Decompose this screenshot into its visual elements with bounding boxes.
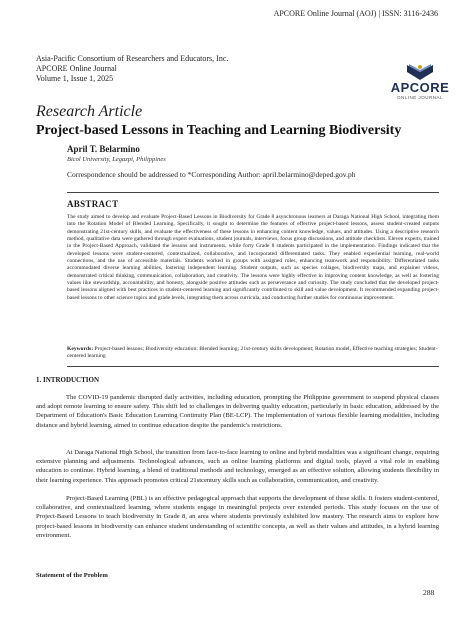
keywords-label: Keywords: <box>67 346 94 352</box>
apcore-logo <box>385 62 455 102</box>
volume-line: Volume 1, Issue 1, 2025 <box>36 74 114 83</box>
intro-paragraph: Project-Based Learning (PBL) is an effective pedagogical approach that supports the development of these skills. It fosters student-centered, collaborative, and contextualized learning, where students engage in meaningful projects over extended periods. This study focuses on the use of Project-Based Lessons to teach biodiversity in Grade 8, an area where students previously exhibited low mastery. The research aims to explore how project-based lessons in biodiversity can enhance student understanding of scientific concepts, as well as their values and attitudes, in a hybrid learning environment. <box>36 495 439 539</box>
keywords-list: Project-based lessons; Biodiversity education; Blended learning; 21st-century skills development; Rotation model, Effective teaching strategies; Student-centered learning <box>67 346 438 360</box>
book-icon <box>385 62 455 82</box>
author-affiliation: Bicol University, Legazpi, Philippines <box>67 156 166 163</box>
publisher-info <box>36 54 228 84</box>
article-title: Project-based Lessons in Teaching and Learning Biodiversity <box>36 123 402 138</box>
abstract-top-rule <box>67 192 439 193</box>
journal-issn: APCORE Online Journal (AOJ) | ISSN: 3116-2436 <box>273 9 438 18</box>
intro-paragraph: The COVID-19 pandemic disrupted daily activities, including education, prompting the Philippine government to suspend physical classes and adopt remote learning to ensure safety. This shift led to challenges in delivering quality education, particularly in basic education, addressed by the Department of Education's Basic Education Learning Continuity Plan (BE-LCP). The implementation of various flexible learning modalities, including distance and hybrid learning, aimed to continue education despite the pandemic's restrictions. <box>36 394 439 429</box>
page-number: 288 <box>423 588 435 597</box>
keywords <box>67 346 439 361</box>
logo-subtext: ONLINE JOURNAL <box>396 95 443 100</box>
logo-wordmark: APCORE <box>390 80 450 95</box>
publisher-line: Asia-Pacific Consortium of Researchers and Educators, Inc. <box>36 54 229 63</box>
abstract-text: The study aimed to develop and evaluate Project-Based Lessons in Biodiversity for Grade 8 asynchronous learners at Daraga National High School, integrating them into the Rotation Model of Blended Learning. Specifically, it sought to determine the features of effective project-based lessons, assess student-created outputs demonstrating 21st-century skills, and evaluate the effectiveness of these lessons in enhancing content knowledge, values, and attitudes. Using a descriptive research method, qualitative data were gathered through expert evaluations, student journals, interviews, focus group discussions, and attitude checklists. Eleven experts, trained in the Project-Based Approach, validated the lessons and instruments, while forty Grade 8 students participated in the implementation. Findings indicated that the developed lessons were student-centered, contextualized, collaborative, and incorporated differentiated tasks. They enabled experiential learning, real-world connections, and the use of accessible materials. Students worked in groups with assigned roles, enhancing teamwork and responsibility. Differentiated tasks accommodated diverse learning abilities, fostering independent learning. Student outputs, such as species collages, biodiversity maps, and explainer videos, demonstrated critical thinking, communication, collaboration, and creativity. The lessons were highly effective in improving content knowledge, as well as fostering values like stewardship, accountability, and honesty, alongside positive attitudes such as perseverance and curiosity. The study concluded that the developed project-based lessons aligned with best practices in student-centered learning and significantly contributed to skill and value development. It recommended expanding project-based lessons to other science topics and grade levels, integrating them across curricula, and conducting further studies for continuous improvement. <box>67 214 439 301</box>
section-heading: 1. INTRODUCTION <box>36 376 100 384</box>
abstract-bottom-rule <box>67 366 439 367</box>
author-name: April T. Belarmino <box>67 144 140 154</box>
abstract-heading: ABSTRACT <box>67 199 119 209</box>
intro-paragraph: At Daraga National High School, the transition from face-to-face learning to online and hybrid modalities was a significant change, requiring extensive planning and adjustments. Technological advances, such as online learning platforms and digital tools, played a vital role in enabling education to continue. Hybrid learning, a blend of traditional methods and technology, emerged as an effective solution, allowing students flexibility in their learning experience. This approach promotes critical 21stcentury skills such as collaboration, communication, and creativity. <box>36 449 439 484</box>
article-type: Research Article <box>36 103 143 120</box>
correspondence: Correspondence should be addressed to *Corresponding Author: april.belarmino@deped.gov.ph <box>67 170 356 179</box>
journal-line: APCORE Online Journal <box>36 64 117 73</box>
subsection-heading: Statement of the Problem <box>36 572 108 579</box>
